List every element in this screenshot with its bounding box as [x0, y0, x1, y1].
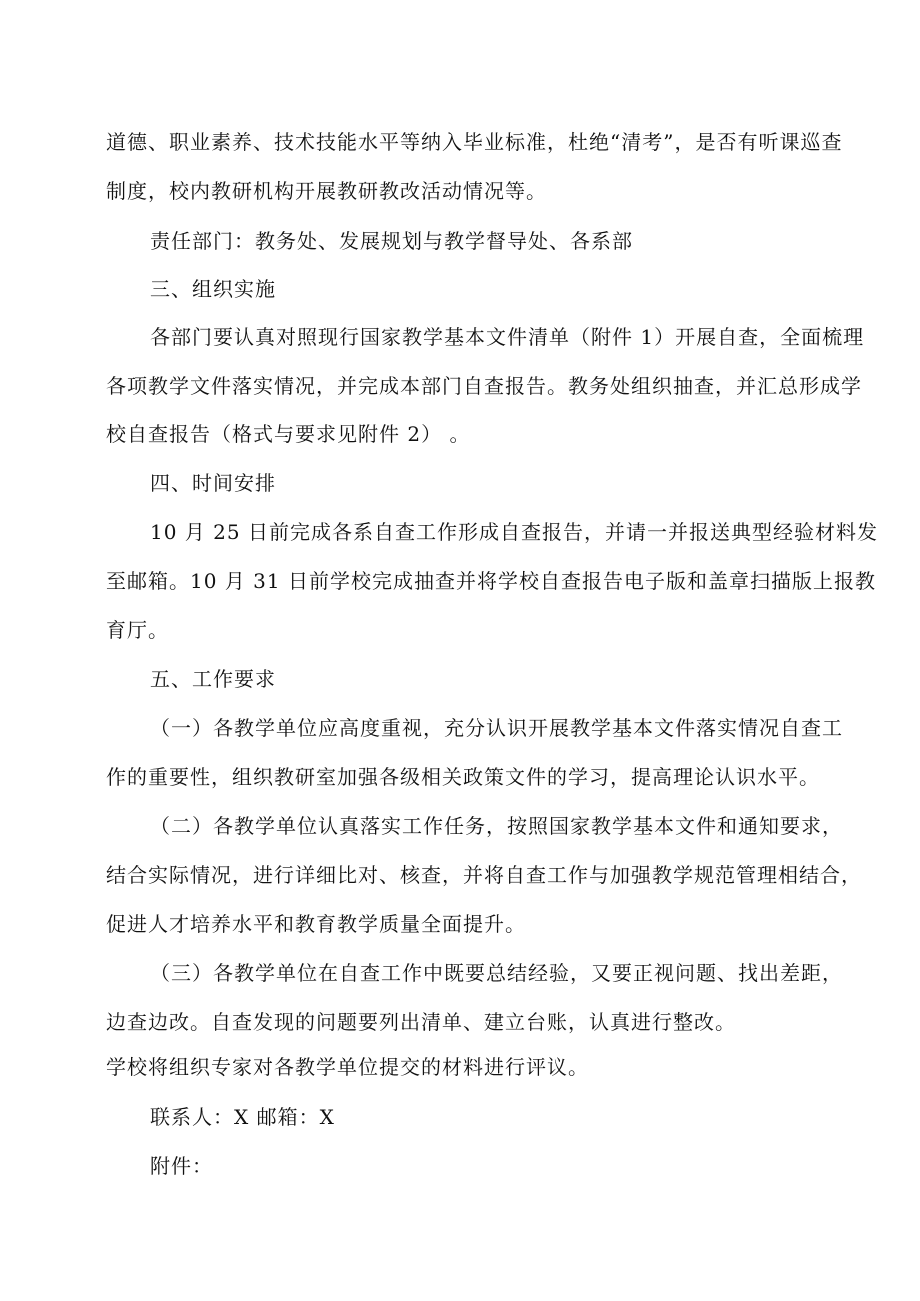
section-3-line-1: 各部门要认真对照现行国家教学基本文件清单（附件 1）开展自查，全面梳理: [150, 325, 865, 349]
section-3-heading: 三、组织实施: [150, 277, 276, 301]
section-3-line-2: 各项教学文件落实情况，并完成本部门自查报告。教务处组织抽查，并汇总形成学: [106, 374, 862, 398]
section-3-line-3: 校自查报告（格式与要求见附件 2） 。: [106, 422, 471, 446]
requirement-2-line-2: 结合实际情况，进行详细比对、核查，并将自查工作与加强教学规范管理相结合，: [106, 863, 862, 887]
paragraph-1-line-2: 制度，校内教研机构开展教研教改活动情况等。: [106, 179, 547, 203]
section-4-heading: 四、时间安排: [150, 471, 276, 495]
review-note: 学校将组织专家对各教学单位提交的材料进行评议。: [106, 1055, 589, 1079]
section-4-line-2: 至邮箱。10 月 31 日前学校完成抽查并将学校自查报告电子版和盖章扫描版上报教: [106, 569, 876, 593]
requirement-3-line-2: 边查边改。自查发现的问题要列出清单、建立台账，认真进行整改。: [106, 1010, 736, 1034]
section-4-line-1: 10 月 25 日前完成各系自查工作形成自查报告，并请一并报送典型经验材料发: [150, 520, 878, 544]
attachments-label: 附件：: [150, 1154, 213, 1178]
requirement-1-line-2: 作的重要性，组织教研室加强各级相关政策文件的学习，提高理论认识水平。: [106, 765, 820, 789]
requirement-2-line-3: 促进人才培养水平和教育教学质量全面提升。: [106, 912, 526, 936]
requirement-3-line-1: （三）各教学单位在自查工作中既要总结经验，又要正视问题、找出差距，: [150, 961, 843, 985]
responsible-department: 责任部门：教务处、发展规划与教学督导处、各系部: [150, 229, 633, 253]
requirement-2-line-1: （二）各教学单位认真落实工作任务，按照国家教学基本文件和通知要求，: [150, 814, 843, 838]
section-5-heading: 五、工作要求: [150, 667, 276, 691]
section-4-line-3: 育厅。: [106, 618, 169, 642]
paragraph-1-line-1: 道德、职业素养、技术技能水平等纳入毕业标准，杜绝“清考”，是否有听课巡查: [106, 130, 843, 154]
contact-info: 联系人：X 邮箱：X: [150, 1105, 335, 1129]
requirement-1-line-1: （一）各教学单位应高度重视，充分认识开展教学基本文件落实情况自查工: [150, 716, 843, 740]
